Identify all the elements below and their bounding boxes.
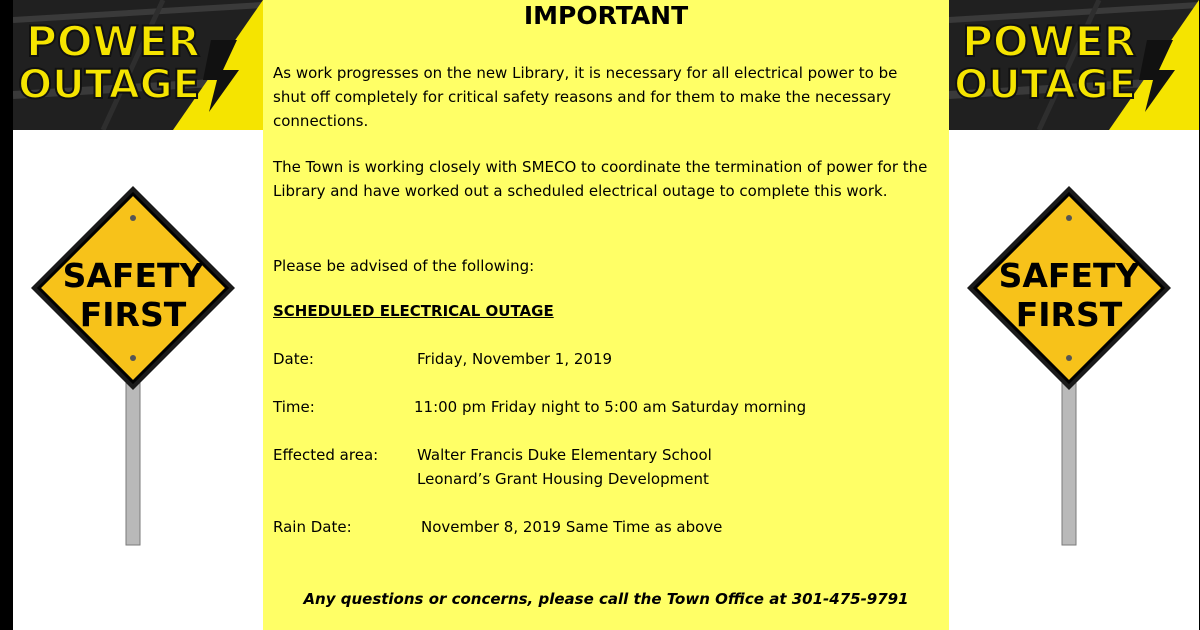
notice-panel — [263, 0, 949, 630]
notice-title: IMPORTANT — [523, 1, 689, 30]
paragraph-smeco: The Town is working closely with SMECO to coordinate the termination of power for the Library and have worked out a scheduled electrical outage to complete this work. — [273, 158, 928, 200]
outage-subheading: SCHEDULED ELECTRICAL OUTAGE — [273, 302, 554, 320]
rain-date-label: Rain Date: — [273, 518, 352, 536]
sign-line-2-right: FIRST — [1015, 295, 1123, 334]
rain-date-value: November 8, 2019 Same Time as above — [421, 518, 723, 536]
sign-line-2: FIRST — [79, 295, 187, 334]
sign-post — [126, 380, 140, 545]
safety-first-sign-right — [949, 180, 1199, 550]
power-outage-graphic-right — [949, 0, 1199, 130]
safety-sign-graphic — [13, 180, 263, 550]
power-outage-graphic — [13, 0, 263, 130]
date-value: Friday, November 1, 2019 — [417, 350, 613, 368]
safety-first-sign — [13, 180, 263, 550]
left-side-panel — [13, 0, 263, 630]
contact-footer: Any questions or concerns, please call the Town Office at 301-475-9791 — [303, 590, 909, 608]
sign-line-1-right: SAFETY — [998, 256, 1140, 295]
sign-post-right — [1062, 380, 1076, 545]
right-side-panel — [949, 0, 1199, 630]
power-outage-banner-right — [949, 0, 1199, 130]
safety-sign-graphic-right — [949, 180, 1199, 550]
time-value: 11:00 pm Friday night to 5:00 am Saturday morning — [414, 398, 807, 416]
area-value-school: Walter Francis Duke Elementary School — [417, 446, 712, 464]
paragraph-advised: Please be advised of the following: — [273, 257, 535, 275]
time-label: Time: — [273, 398, 315, 416]
sign-line-1: SAFETY — [62, 256, 204, 295]
power-outage-banner — [13, 0, 263, 130]
date-label: Date: — [273, 350, 314, 368]
banner-line-1: POWER — [26, 17, 200, 66]
area-label: Effected area: — [273, 446, 379, 464]
banner-line-2-right: OUTAGE — [954, 62, 1136, 108]
area-value-housing: Leonard’s Grant Housing Development — [417, 470, 709, 488]
banner-line-1-right: POWER — [962, 17, 1136, 66]
paragraph-library-work: As work progresses on the new Library, it is necessary for all electrical power to be shut off completely for critical safety reasons and for them to make the necessary connections. — [273, 64, 898, 130]
banner-line-2: OUTAGE — [18, 62, 200, 108]
